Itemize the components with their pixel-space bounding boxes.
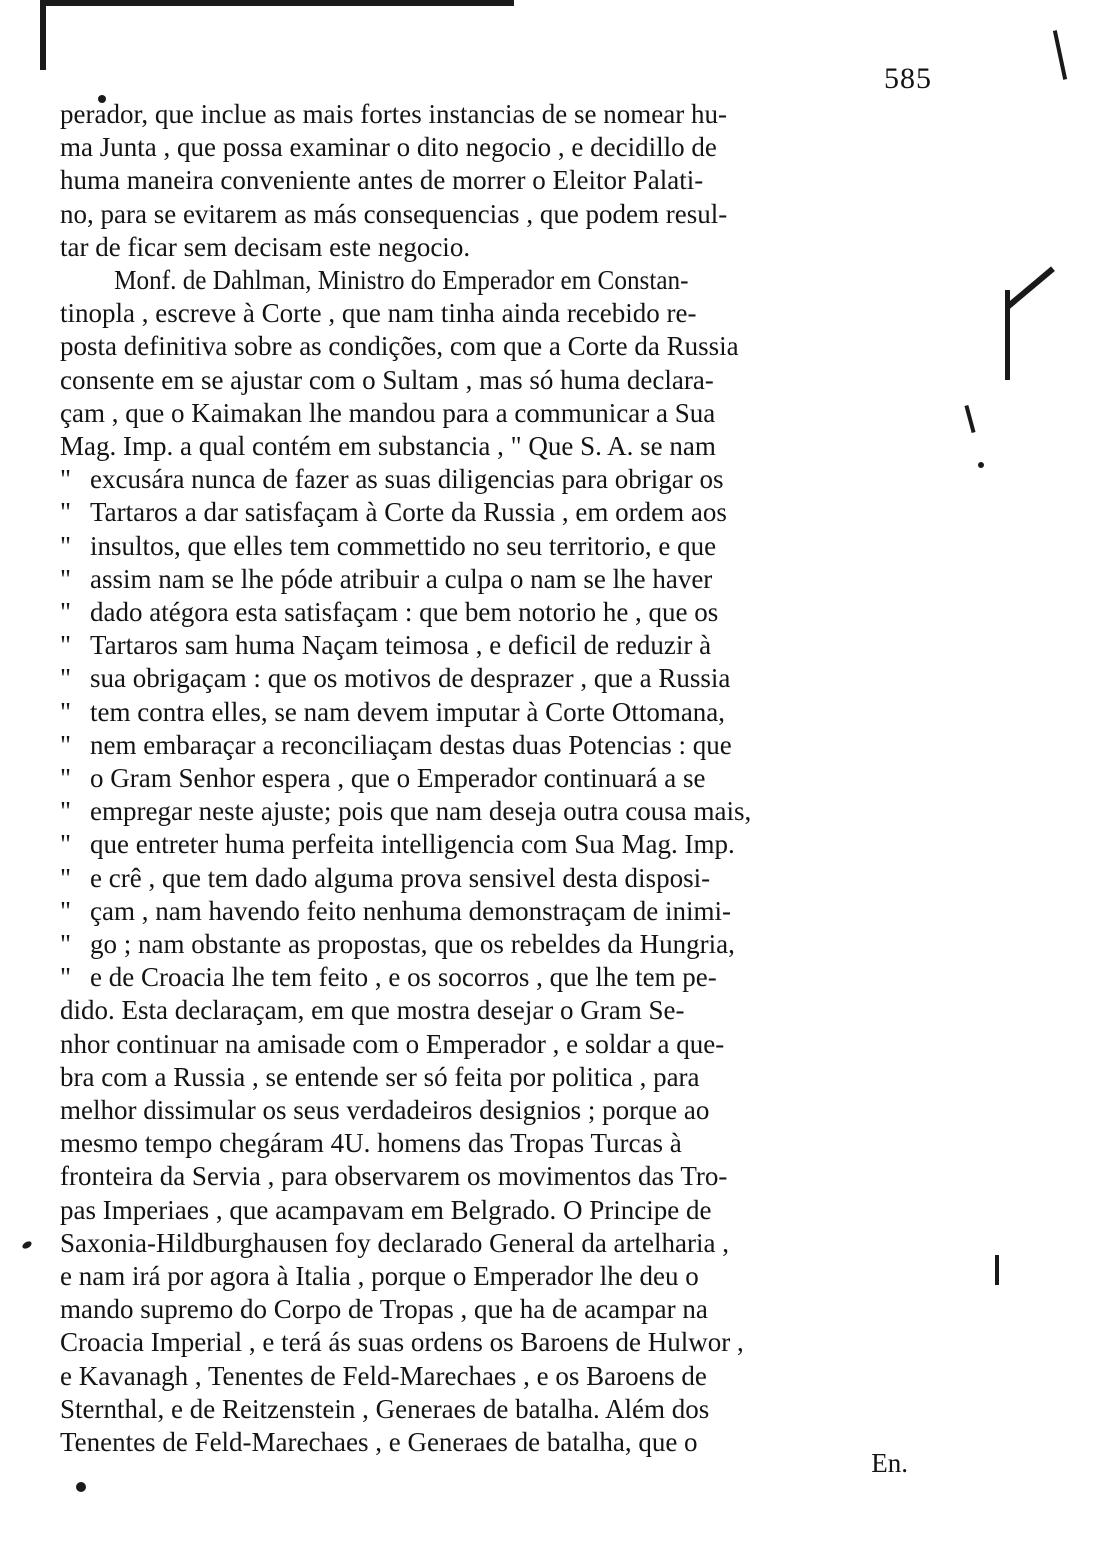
line-text: no, para se evitarem as más consequencias , que podem resul- xyxy=(60,198,728,229)
line-text: melhor dissimular os seus verdadeiros designios ; porque ao xyxy=(60,1095,710,1125)
text-line xyxy=(60,496,925,529)
quote-mark: " xyxy=(60,530,72,561)
text-line xyxy=(60,729,925,762)
line-text: mesmo tempo chegáram 4U. homens das Tropas Turcas à xyxy=(60,1128,682,1159)
line-text: tem contra elles, se nam devem imputar à Corte Ottomana, xyxy=(90,696,726,727)
text-line xyxy=(60,994,925,1027)
quote-mark: " xyxy=(60,597,72,627)
line-text: dido. Esta declaraçam, em que mostra desejar o Gram Se- xyxy=(60,995,685,1026)
text-line xyxy=(60,1360,925,1393)
line-text: nhor continuar na amisade com o Emperador , e soldar a que- xyxy=(60,1028,725,1059)
text-line xyxy=(60,231,925,264)
text-line xyxy=(60,762,925,795)
quote-mark: " xyxy=(60,630,72,661)
text-line xyxy=(60,297,925,330)
text-line xyxy=(60,1028,925,1061)
text-line xyxy=(60,629,925,662)
quote-mark: " xyxy=(60,895,72,926)
text-line xyxy=(60,1160,925,1193)
text-line xyxy=(60,264,867,297)
line-text: e nam irá por agora à Italia , porque o Emperador lhe deu o xyxy=(60,1261,699,1291)
line-text: e crê , que tem dado alguma prova sensivel desta disposi- xyxy=(90,862,711,893)
line-text: e de Croacia lhe tem feito , e os socorros , que lhe tem pe- xyxy=(90,962,717,993)
line-text: go ; nam obstante as propostas, que os rebeldes da Hungria, xyxy=(90,929,735,959)
text-line xyxy=(60,530,925,563)
scan-dot xyxy=(978,462,984,468)
line-text: sua obrigaçam : que os motivos de desprazer , que a Russia xyxy=(90,663,731,694)
line-text: ma Junta , que possa examinar o dito negocio , e decidillo de xyxy=(60,132,717,163)
line-text: Croacia Imperial , e terá ás suas ordens os Baroens de Hulwor , xyxy=(60,1327,744,1358)
quote-mark: " xyxy=(60,464,72,495)
line-text: Tenentes de Feld-Marechaes , e Generaes de batalha, que o xyxy=(60,1427,698,1457)
text-line xyxy=(60,862,925,895)
text-line xyxy=(60,1426,925,1459)
text-line xyxy=(60,928,925,961)
text-line xyxy=(60,1194,925,1227)
line-text: insultos, que elles tem commettido no seu territorio, e que xyxy=(90,530,717,561)
scan-streak xyxy=(964,405,975,433)
quote-mark: " xyxy=(60,729,72,760)
text-line xyxy=(60,662,925,695)
line-text: nem embaraçar a reconciliaçam destas duas Potencias : que xyxy=(90,729,732,760)
quote-mark: " xyxy=(60,829,72,860)
line-text: consente em se ajustar com o Sultam , mas só huma declara- xyxy=(60,364,714,395)
text-line xyxy=(60,98,925,131)
text-line xyxy=(60,1260,925,1293)
line-text: Sternthal, e de Reitzenstein , Generaes de batalha. Além dos xyxy=(60,1393,710,1424)
quote-mark: " xyxy=(60,497,72,528)
line-text: posta definitiva sobre as condições, com que a Corte da Russia xyxy=(60,331,739,362)
scan-edge-left xyxy=(40,0,46,70)
quote-mark: " xyxy=(60,962,72,993)
text-line xyxy=(60,198,925,231)
line-text: Tartaros sam huma Naçam teimosa , e deficil de reduzir à xyxy=(90,630,712,661)
page-number: 585 xyxy=(884,62,932,95)
line-text: mando supremo do Corpo de Tropas , que ha de acampar na xyxy=(60,1294,708,1325)
catchword: En. xyxy=(871,1448,908,1478)
text-line xyxy=(60,330,925,363)
text-line xyxy=(60,1293,925,1326)
text-line xyxy=(60,164,925,197)
line-text: excusára nunca de fazer as suas diligencias para obrigar os xyxy=(90,464,724,495)
line-text: empregar neste ajuste; pois que nam deseja outra cousa mais, xyxy=(90,796,752,827)
line-text: Monf. de Dahlman, Ministro do Emperador em Constan- xyxy=(114,265,689,295)
line-text: pas Imperiaes , que acampavam em Belgrado. O Principe de xyxy=(60,1194,712,1225)
text-line xyxy=(60,596,925,629)
line-text: fronteira da Servia , para observarem os movimentos das Tro- xyxy=(60,1161,728,1192)
scan-dot xyxy=(76,1482,86,1492)
text-line xyxy=(60,828,925,861)
text-line xyxy=(60,961,925,994)
line-text: tar de ficar sem decisam este negocio. xyxy=(60,231,471,262)
line-text: huma maneira conveniente antes de morrer o Eleitor Palati- xyxy=(60,165,704,196)
text-line xyxy=(60,364,925,397)
quote-mark: " xyxy=(60,763,72,793)
line-text: dado atégora esta satisfaçam : que bem notorio he , que os xyxy=(90,597,719,627)
line-text: çam , que o Kaimakan lhe mandou para a communicar a Sua xyxy=(60,397,716,428)
scan-streak xyxy=(1005,290,1010,380)
quote-mark: " xyxy=(60,663,72,694)
line-text: perador, que inclue as mais fortes instancias de se nomear hu- xyxy=(60,99,727,129)
line-text: Tartaros a dar satisfaçam à Corte da Russia , em ordem aos xyxy=(90,497,727,528)
line-text: que entreter huma perfeita intelligencia com Sua Mag. Imp. xyxy=(90,829,735,860)
line-text: o Gram Senhor espera , que o Emperador continuará a se xyxy=(90,763,706,793)
text-line xyxy=(60,1227,925,1260)
scan-dot xyxy=(21,1240,33,1250)
line-text: Saxonia-Hildburghausen foy declarado General da artelharia , xyxy=(60,1227,729,1258)
text-line xyxy=(60,696,925,729)
scan-streak xyxy=(1005,266,1055,309)
scan-streak xyxy=(995,1255,999,1285)
text-line xyxy=(60,1061,925,1094)
text-line xyxy=(60,1326,925,1359)
line-text: bra com a Russia , se entende ser só feita por politica , para xyxy=(60,1061,700,1092)
text-line xyxy=(60,430,925,463)
quote-mark: " xyxy=(60,796,72,827)
text-line xyxy=(60,1094,925,1127)
scan-edge-top xyxy=(44,0,514,6)
line-text: assim nam se lhe póde atribuir a culpa o nam se lhe haver xyxy=(90,563,713,594)
text-line xyxy=(60,1393,925,1426)
line-text: Mag. Imp. a qual contém em substancia , " Que S. A. se nam xyxy=(60,431,716,461)
quote-mark: " xyxy=(60,563,72,594)
line-text: tinopla , escreve à Corte , que nam tinha ainda recebido re- xyxy=(60,298,697,329)
text-line xyxy=(60,1127,925,1160)
text-line xyxy=(60,131,925,164)
line-text: e Kavanagh , Tenentes de Feld-Marechaes , e os Baroens de xyxy=(60,1360,707,1391)
scan-streak xyxy=(1053,30,1067,80)
text-line xyxy=(60,563,925,596)
text-line xyxy=(60,895,925,928)
quote-mark: " xyxy=(60,696,72,727)
quote-mark: " xyxy=(60,862,72,893)
text-line xyxy=(60,795,925,828)
line-text: çam , nam havendo feito nenhuma demonstraçam de inimi- xyxy=(90,895,732,926)
text-line xyxy=(60,397,925,430)
quote-mark: " xyxy=(60,929,72,959)
text-line xyxy=(60,463,925,496)
